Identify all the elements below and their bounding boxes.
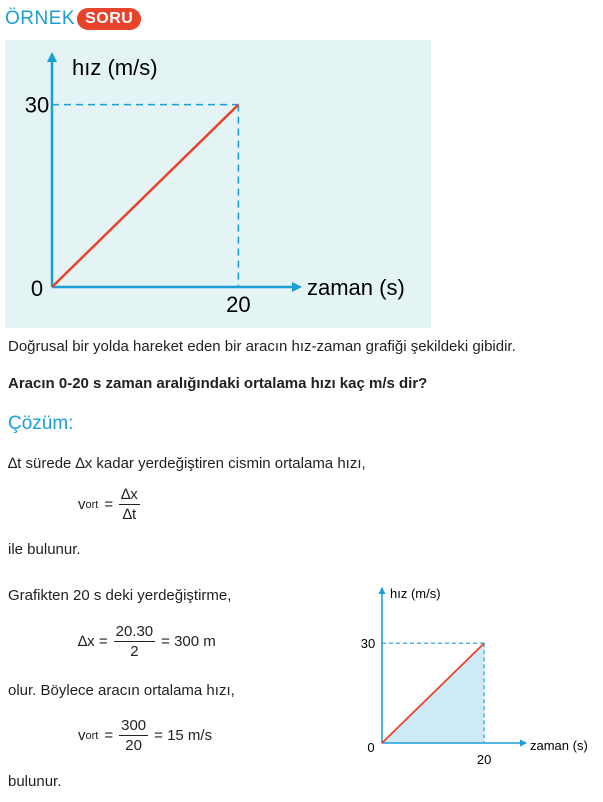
x-axis-label: zaman (s) [307,275,405,300]
x-tick-label: 20 [476,752,492,767]
question-prompt: Aracın 0-20 s zaman aralığındaki ortalama hızı kaç m/s dir? [8,375,428,392]
origin-label: 0 [30,276,44,301]
badge-pill: SORU [77,8,141,30]
formula-equals: = [104,496,114,513]
formula-dx-lhs: ∆x = [78,633,108,650]
formula-v-subscript: ort [85,729,99,742]
formula-v-subscript: ort [85,498,99,511]
x-axis-label: zaman (s) [530,738,588,753]
formula-velocity-value: = 15 m/s [154,727,213,744]
formula-equals: = [104,727,114,744]
fraction-denominator: 2 [130,643,139,660]
question-statement: Doğrusal bir yolda hareket eden bir aracın hız-zaman grafiği şekildeki gibidir. [8,338,516,355]
solution-paragraph-2: ile bulunur. [8,541,81,558]
y-axis-label: hız (m/s) [390,586,441,601]
solution-paragraph-1: ∆t sürede ∆x kadar yerdeğiştiren cismin ortalama hızı, [8,455,366,472]
solution-title: Çözüm: [8,413,74,434]
fraction-numerator: ∆x [121,486,138,503]
y-axis-label: hız (m/s) [72,55,158,80]
badge-word: ÖRNEK [5,8,76,29]
x-tick-label: 20 [226,292,251,317]
y-tick-label: 30 [24,92,50,118]
origin-label: 0 [367,740,375,755]
fraction-denominator: ∆t [122,506,137,523]
solution-paragraph-5: bulunur. [8,773,62,790]
formula-v-symbol: v [78,496,86,513]
formula-dx-result: = 300 m [161,633,216,650]
formula-v-symbol: v [78,727,86,744]
fraction-numerator: 300 [121,717,147,734]
fraction-numerator: 20.30 [115,623,154,640]
solution-paragraph-4: olur. Böylece aracın ortalama hızı, [8,682,235,699]
solution-paragraph-3: Grafikten 20 s deki yerdeğiştirme, [8,587,232,604]
fraction-denominator: 20 [125,737,142,754]
y-tick-label: 30 [360,636,376,652]
